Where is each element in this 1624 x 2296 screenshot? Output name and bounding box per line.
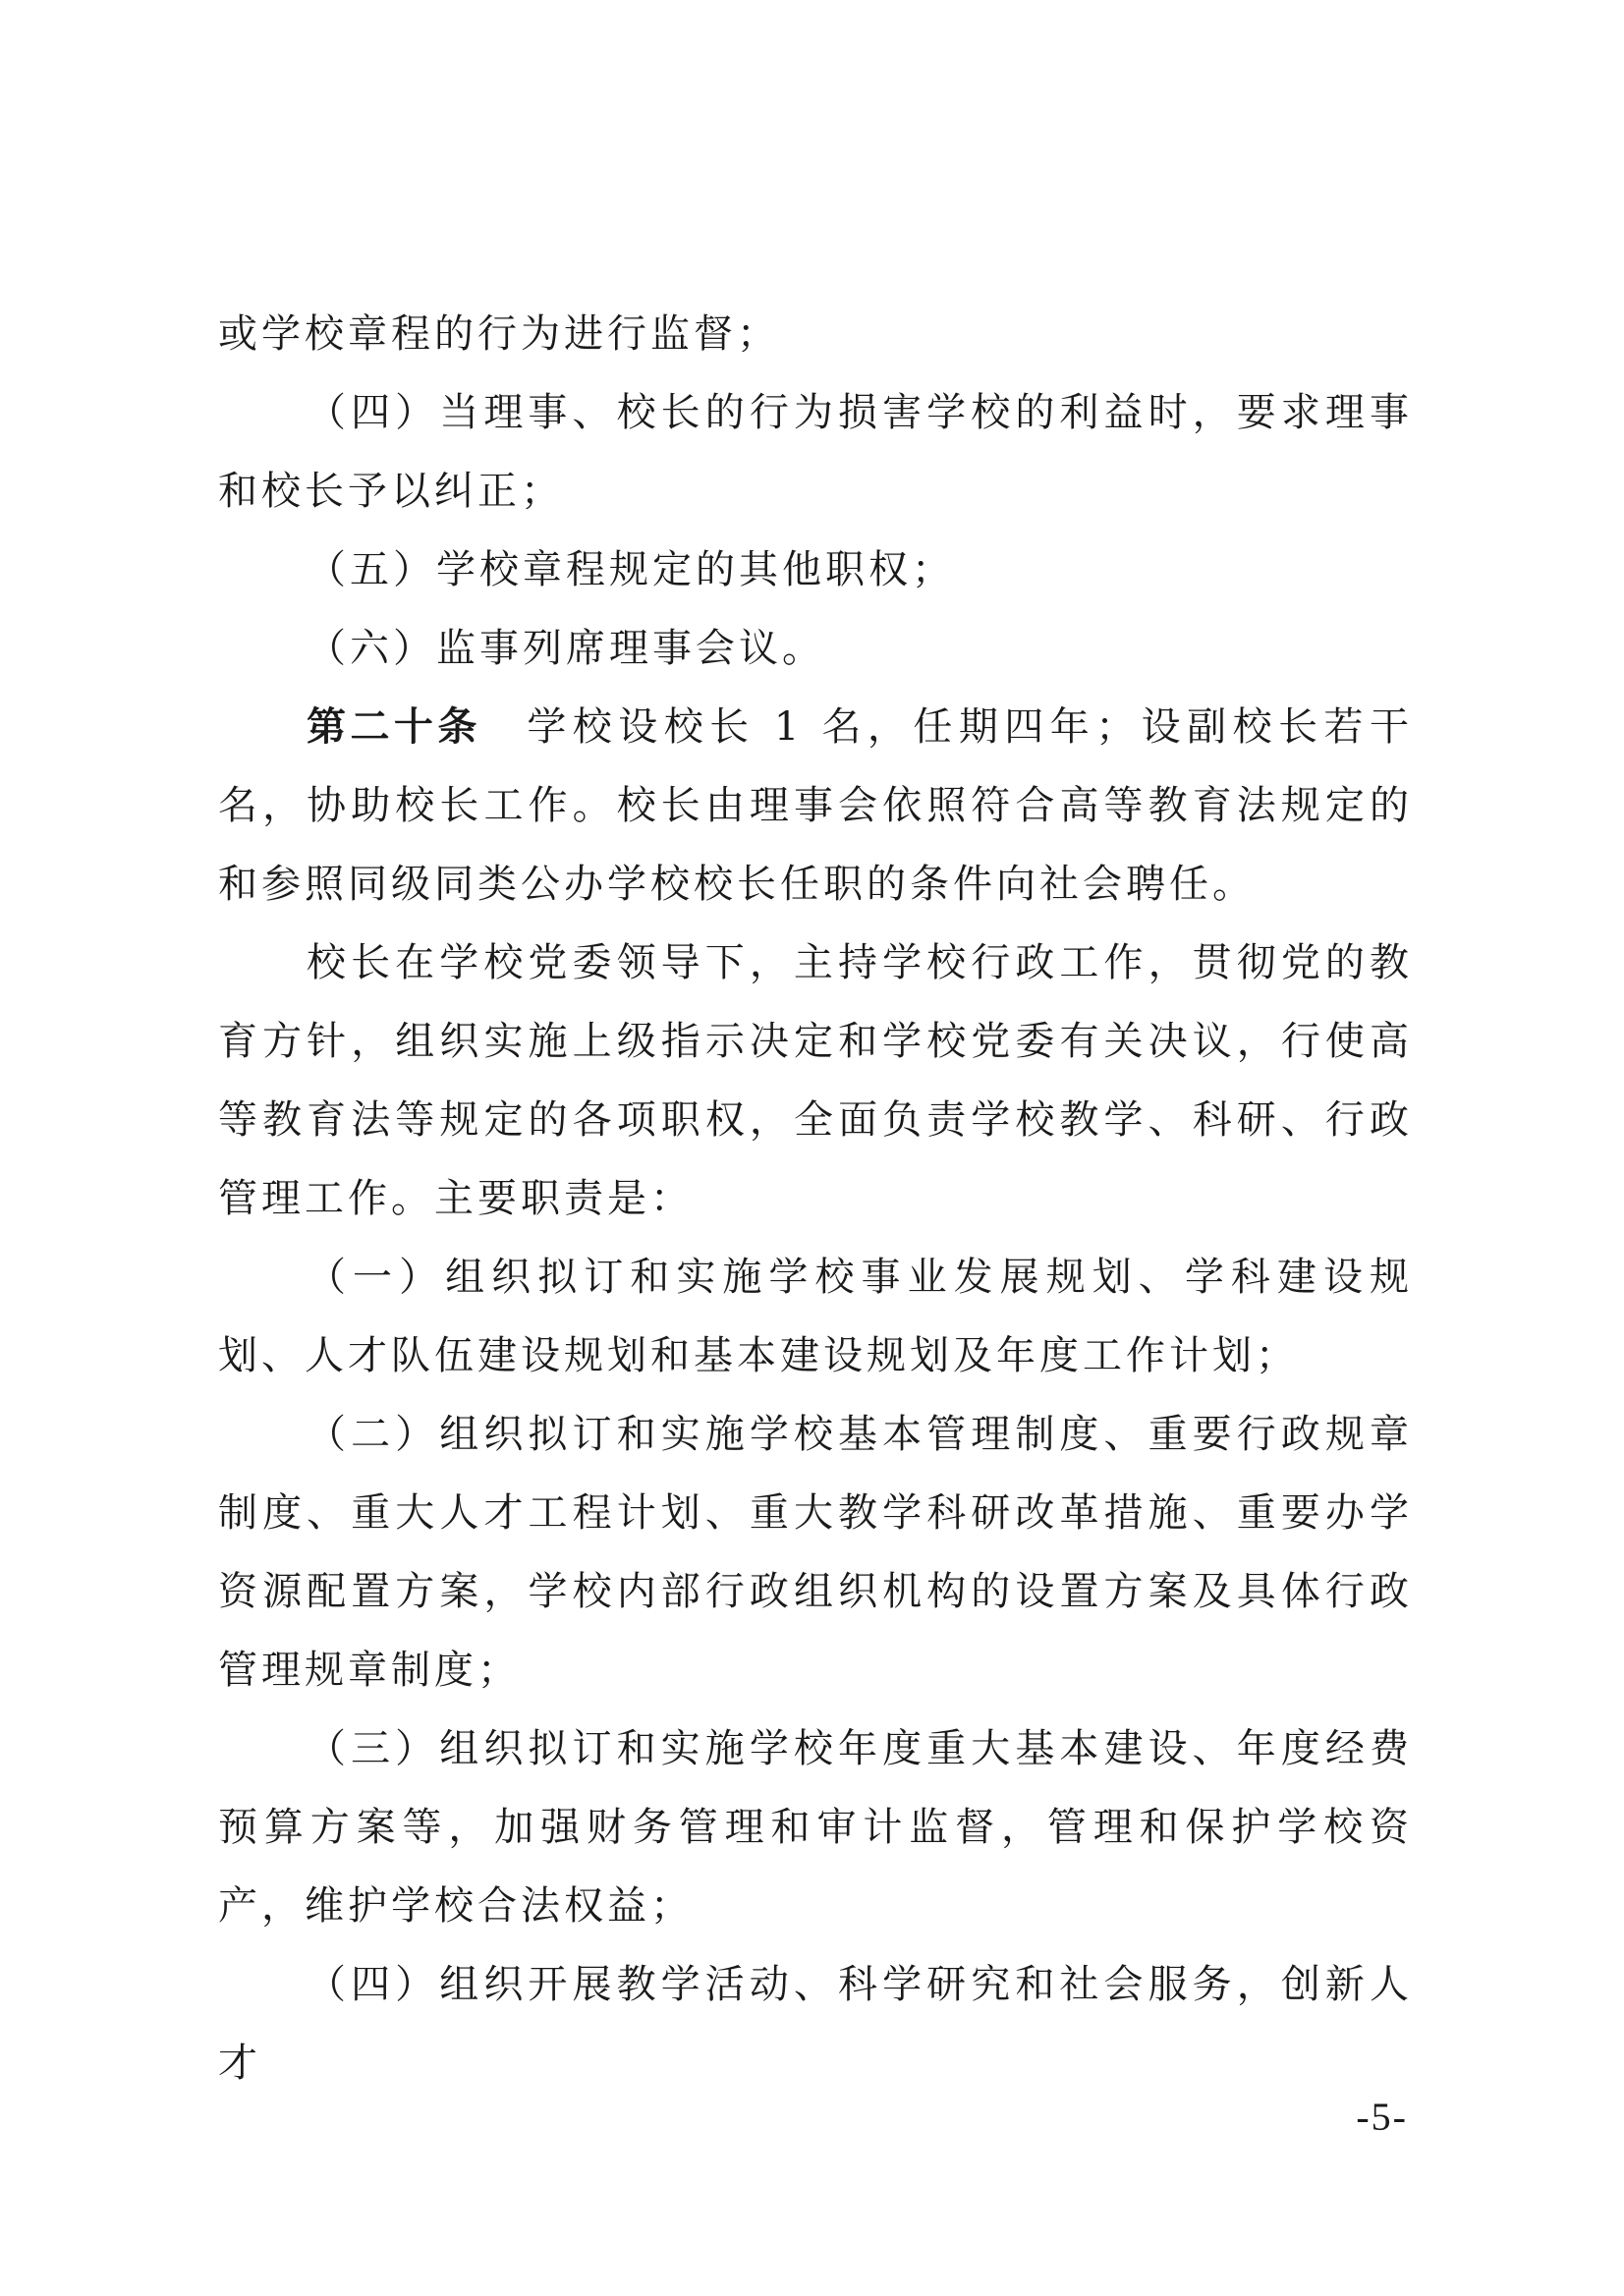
article-20-paragraph [218,688,1413,924]
paragraph-4: （六）监事列席理事会议。 [307,626,825,671]
article-20-text: 学校设校长 1 名，任期四年；设副校长若干名，协助校长工作。校长由理事会依照符合高等教育法规定的和参照同级同类公办学校校长任职的条件向社会聘任。 [218,704,1413,907]
paragraph-10: （四）组织开展教学活动、科学研究和社会服务，创新人才 [218,1962,1413,2086]
paragraph-1: 或学校章程的行为进行监督； [218,311,780,357]
article-heading: 第二十条 [307,703,481,750]
paragraph-8: （二）组织拟订和实施学校基本管理制度、重要行政规章制度、重大人才工程计划、重大教学科研改革措施、重要办学资源配置方案，学校内部行政组织机构的设置方案及具体行政管理规章制度； [218,1412,1413,1693]
paragraph-7: （一）组织拟订和实施学校事业发展规划、学科建设规划、人才队伍建设规划和基本建设规划及年度工作计划； [218,1255,1413,1378]
paragraph-3: （五）学校章程规定的其他职权； [307,547,955,592]
paragraph-6: 校长在学校党委领导下，主持学校行政工作，贯彻党的教育方针，组织实施上级指示决定和学校党委有关决议，行使高等教育法等规定的各项职权，全面负责学校教学、科研、行政管理工作。主要职责是： [218,940,1413,1221]
page-number: -5- [1356,2095,1408,2139]
document-body [218,295,1413,2102]
paragraph-9: （三）组织拟订和实施学校年度重大基本建设、年度经费预算方案等，加强财务管理和审计监督，管理和保护学校资产，维护学校合法权益； [218,1726,1413,1929]
paragraph-2: （四）当理事、校长的行为损害学校的利益时，要求理事和校长予以纠正； [218,390,1413,514]
